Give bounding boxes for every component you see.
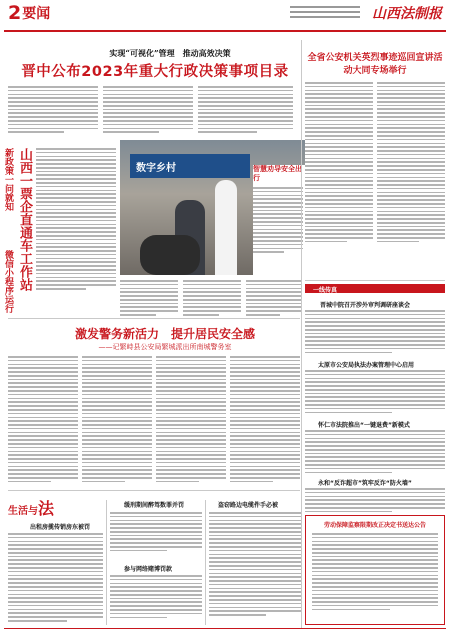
law-item4-body — [209, 512, 301, 618]
notice-body — [312, 533, 438, 610]
vertical-story-body — [36, 148, 116, 292]
brief-item1-body — [305, 310, 445, 355]
main-column-divider — [301, 40, 302, 628]
middle-body-col3 — [156, 356, 226, 485]
brief-section-label: 一线传真 — [313, 287, 338, 294]
photo-story-col3 — [246, 280, 301, 318]
notice-box — [305, 515, 445, 625]
photo-sign — [130, 154, 250, 178]
masthead — [0, 0, 450, 36]
top-rule — [4, 30, 446, 32]
vertical-headline-col3: 微信小程序运行 — [3, 250, 13, 313]
right-divider — [305, 280, 445, 281]
section-name: 要闻 — [22, 6, 51, 22]
law-item1-body — [8, 533, 103, 624]
brief-item3-title: 怀仁市法院推出“一键退费”新模式 — [318, 422, 410, 429]
photo-story-col2 — [183, 280, 241, 318]
vertical-headline-col2: 新政策一问就知 — [3, 148, 13, 211]
masthead-info-lines — [290, 6, 360, 21]
lead-body-col1 — [8, 86, 98, 135]
newspaper-logo: 山西法制报 — [372, 6, 442, 22]
middle-subhead: ——记繁峙县公安局繁城派出所南城警务室 — [98, 343, 232, 351]
photo-person-officer — [215, 180, 237, 275]
lead-body-col2 — [103, 86, 193, 135]
law-item3-title: 参与网络赌博罚款 — [124, 566, 173, 573]
law-label-big: 法 — [38, 499, 55, 518]
photo-sign-text: 数字乡村 — [136, 163, 176, 174]
photo-sidebar — [253, 165, 305, 275]
notice-title: 劳动保障监察限期改正决定书送达公告 — [323, 522, 426, 529]
lead-body-col3 — [198, 86, 293, 135]
law-divider — [8, 490, 300, 491]
footer-rule — [4, 628, 446, 629]
middle-body-col2 — [82, 356, 152, 485]
brief-item4-title: 永和“反诈超市”筑牢反诈“防火墙” — [318, 480, 412, 487]
law-column-label — [8, 496, 54, 519]
law-col-divider-1 — [106, 500, 107, 625]
brief-item4-body — [305, 488, 445, 514]
middle-body-col1 — [8, 356, 78, 485]
middle-headline: 激发警务新活力 提升居民安全感 — [74, 327, 255, 341]
lead-headline: 晋中公布2023年重大行政决策事项目录 — [21, 64, 289, 80]
lead-kicker: 实现“可视化”管理 推动高效决策 — [109, 48, 231, 58]
law-col-divider-2 — [205, 500, 206, 625]
photo-story-col1 — [120, 280, 178, 318]
brief-item2-body — [305, 370, 445, 415]
law-item4-title: 盗窃路边电缆件手必被 — [218, 502, 279, 509]
photo-sidebar-body — [253, 187, 303, 253]
photo-motorbike — [140, 235, 200, 275]
brief-item1-title: 晋城中院召开涉外审判调研座谈会 — [320, 302, 411, 309]
middle-body-col4 — [230, 356, 300, 485]
law-item2-body — [110, 512, 202, 554]
vertical-headline-col1: 山西一票企直通车工作站 — [17, 148, 32, 291]
brief-section-bar — [305, 284, 445, 293]
brief-item2-title: 太原市公安局执法办案管理中心启用 — [318, 362, 415, 369]
law-item2-title: 缓刑期间醉驾数罪并罚 — [124, 502, 185, 509]
right-headline: 全省公安机关英烈事迹巡回宣讲活动大同专场举行 — [307, 53, 443, 76]
right-body-col2 — [377, 82, 445, 245]
law-item1-title: 出租房揽传销房东被罚 — [30, 524, 91, 531]
law-item3-body — [110, 575, 202, 620]
middle-divider — [8, 318, 300, 319]
brief-item3-body — [305, 430, 445, 475]
right-body-col1 — [305, 82, 373, 245]
page-tag — [8, 2, 50, 24]
photo-sidebar-title: 智慧劝导安全出行 — [253, 165, 302, 182]
law-label-text: 生活与 — [8, 506, 38, 517]
page-number: 2 — [8, 2, 22, 24]
